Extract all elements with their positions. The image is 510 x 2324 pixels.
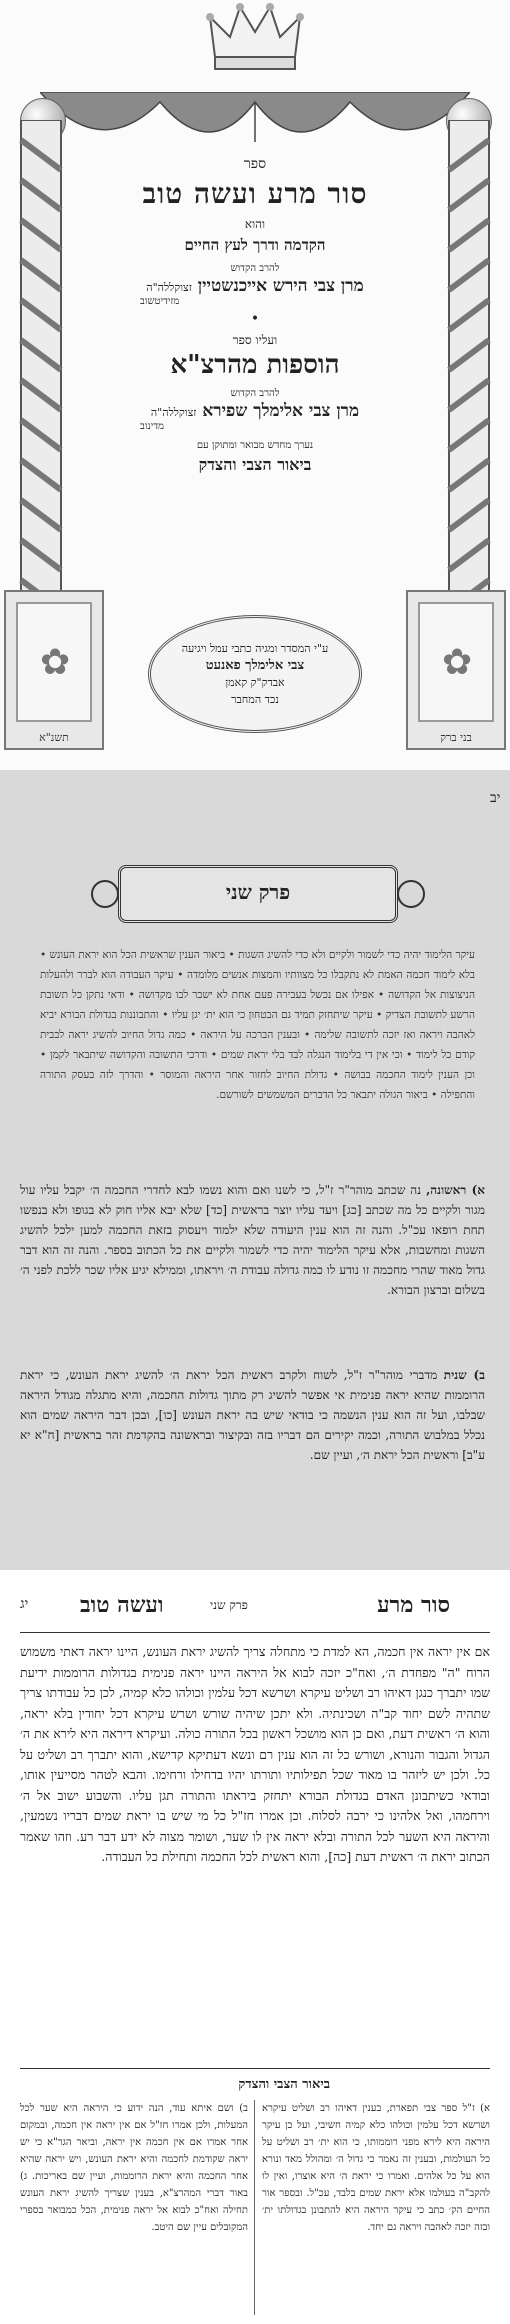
oval-line: אבדק"ק קאמן — [225, 676, 285, 689]
paragraph-b — [20, 1365, 485, 1465]
author2-line — [100, 401, 410, 421]
author2-suffix: זצוקללה"ה — [150, 406, 197, 419]
running-header — [20, 1592, 490, 1622]
book-subtitle: הקדמה ודרך לעץ החיים — [184, 236, 326, 254]
added-label: ועליו ספר — [232, 333, 278, 347]
chapter-summary: עיקר הלימוד יהיה כדי לשמור ולקיים ולא כדי להשיג השגות • ביאור הענין שראשית הכל הוא יראת העונש • בלא לימוד חכמה האמת לא נתקבלו כל מצוותיו והמצות אנשים מלומדה • עיקר העבודה הוא לברר ולהעלות הניצוצות אל הקדושה • אפילו אם נכשל בעבירה פעם אחת לא ישבר לבו מקדושה • ודאי נתקן כל תשובת הרשע לתשובת הצדיק • עיקר שיתחזק תמיד גם הבטחון כי הוא ית׳ יגן עליו • והתבוננות בגדולת הבורא יביא לאהבה ויראה ואז יזכה לתשובה שלימה • ובענין הברכה על היראה • כמה גדול החיוב להשיג יראה לבבית קודם כל לימוד • וכי אין די בלימוד הנגלה לבד בלי יראת שמים • ודרכי התשובה והקדושה שיתבאר לקמן • וכן הענין לימוד החכמה בבושה • גדולת החיוב לחזור אחר היראה והמוסר • והדרך לזה בעסק התורה והתפילה • ביאור הגולה יתבאר כל הדברים המשמשים לשורשם. — [40, 949, 475, 1101]
header-right-title: ועשה טוב — [80, 1592, 164, 1618]
author-suffix: זצוקללה"ה — [146, 281, 192, 294]
chapter-title: פרק שני — [225, 880, 291, 904]
author2-prefix: להרב הקדוש — [230, 388, 280, 399]
header-chapter: פרק שני — [210, 1598, 248, 1612]
second-title: הוספות מהרצ"א — [170, 350, 340, 380]
author-name: מרן צבי הירש אייכנשטיין — [197, 276, 364, 296]
author2-place: מדינוב — [140, 421, 164, 432]
page-number: יב — [490, 790, 501, 806]
column-divider — [254, 2100, 255, 2315]
main-text: אם אין יראה אין חכמה, הא למדת כי מתחלה צריך להשיג יראת העונש, היינו יראה דאתי משמוש הרוח "ה" מפחדת ה׳, ואח"כ יזכה לבוא אל היראה היינו יראה פנימית בגדולות הרוממות ידיעת שמו יתברך כנגן דאיהו רב ושליט עיקרא ושרשא דכל עלמין וכולהו כלא קמיה, לכן כל עבודתו צריך שתהיה לשם יחוד קב"ה ושכינתיה. ולא יתכן שיהיה שורש ושרש עיקרא דכל יחודין בלא יראה, והוא ה׳ ראשית דעת, ואם כן הוא מושכל ראשון בכל התורה כולה. ועיקרא דיראה היא לירא את ה׳ הגדול והגבור והנורא, ושורש כל זה הוא ענין רם ונשא דעתיקא קדישא, והוא יתברך רב ושליט על כל. ולכן יש ליזהר בו מאוד שכל תפילותיו ותורתו יהיו בדחילו ורחימו. והבא לטהר מסייעין אותו, ובודאי כשיתבונן האדם בגדולת הבורא יתחזק ביראתו והתורה תגן עליו. והשבוע ישוב אל ה׳ וירחמהו, ואל אלהינו כי ירבה לסלוח. וכן אמרו חז"ל כל מי שיש בו יראת שמים דבריו נשמעין, והיראה היא השער לכל התורה ובלא יראה אין לו שער, ושומר מצוה לא ידע דבר רע. וזהו שאמר הכתוב יראת ה׳ ראשית דעת [כה], והוא ראשית לכל החכמה ותחילת כל העבודה. — [20, 1644, 490, 1864]
flower-ornament-icon: ✿ — [442, 642, 473, 683]
header-rule — [20, 1632, 490, 1633]
page-number: יג — [20, 1596, 29, 1612]
publisher-oval — [148, 615, 362, 733]
page-two — [0, 770, 510, 1570]
paragraph-b-text: מדברי מוהר"ר ז"ל, לשוח ולקרב ראשית הכל יראת ה׳ להשיג יראת העונש, כי יראת הרוממות שהיא יראה פנימית אי אפשר להשיג רק מתוך גדולות החכמה, והיא מתגלה מגודל היראה שבלבו, ועל זה הוא ענין הנשמה כי בודאי שיש בה יראת העונש [כו], ובכן דבר היראה שמים הוא נכלל במלבוש התורה, וכמה יקירים הם דבריו בזה ובקיצור ובראשונה בהקדמת זהר בראשית [ח"א יא ע"ב] וראשית הכל יראת ה׳, ועיין שם. — [20, 1368, 485, 1462]
pedestal-year-label: תשנ"א — [39, 731, 69, 744]
paragraph-a — [20, 1180, 485, 1300]
pedestal-place-label: בני ברק — [440, 731, 472, 744]
paragraph-b-lead: ב) שנית — [443, 1368, 485, 1382]
flower-ornament-icon: ✿ — [40, 642, 71, 683]
oval-line: נכד המחבר — [231, 693, 279, 706]
commentary-column-left: ב) ושם איתא עוד, הנה ידוע כי היראה היא שער לכל המעלות, ולכן אמרו חז"ל אם אין יראה אין חכמה, ובמקום אחר אמרו אם אין חכמה אין יראה, וביאר הגר"א כי יש יראה שקודמת לחכמה והיא יראת העונש, ויש יראה שהיא אחר החכמה והיא יראת הרוממות, ועיין שם באריכות. ג) באור דברי המהרצ"א, בענין שצריך להשיג יראת העונש תחילה ואח"כ לבוא אל יראה פנימית, הכל כמבואר בספרי המקובלים עיין שם היטב. — [20, 2103, 248, 2233]
author-line — [100, 276, 410, 296]
pedestal-left — [4, 590, 104, 750]
sefer-label: ספר — [243, 156, 267, 172]
header-left-title: סור מרע — [377, 1592, 450, 1618]
twisted-pillar-left — [18, 120, 64, 640]
paragraph-a-text: נה שכתב מוהר"ר ז"ל, כי לשנו ואם והוא נשמו לבא לחדרי החכמה ה׳ יקבל עליו עול מגור ולקיים כל מה שכתב [כג] ויעד עליו יוצר בראשית [כד] שלא יבא אליו חוק לא בגופו ולא בנפשו תחת רופאו עכ"ל. והנה זה הוא ענין היעודה שלא ילמוד ויעסוק בזאת החכמה למען ילכל להשיג השגות ומחשבות, אלא עיקר הלימוד יהיה כדי לשמור ולקיים את כל הכתוב בספר. והנה זה הוא דבר גדול מאוד שהרי מחכמה זו נודע לו כמה גדולה עבודת ה׳ ויראתו, וממילא יגיע אליו שכר ללכת לפני ה׳ בשלום וברצון הבורא. — [20, 1183, 485, 1297]
commentary-rule — [20, 2068, 490, 2069]
oval-line: צבי אלימלך פאנעט — [205, 658, 305, 673]
crown-ornament — [205, 2, 305, 72]
vehu-label: והוא — [244, 217, 266, 231]
commentary-heading: ביאור הצבי והצדק — [238, 2077, 330, 2092]
author2-name: מרן צבי אלימלך שפירא — [202, 401, 360, 421]
chapter-title-frame — [118, 865, 398, 923]
author-place: מזידיטשוב — [140, 296, 180, 307]
book-title: סור מרע ועשה טוב — [142, 177, 368, 210]
edition-note: נערך מחדש מבואר ומתוקן עם — [196, 440, 314, 451]
title-page — [0, 0, 510, 770]
title-block — [100, 150, 410, 475]
paragraph-a-lead: א) ראשונה, — [426, 1183, 485, 1197]
pedestal-right — [406, 590, 506, 750]
twisted-pillar-right — [446, 120, 492, 640]
author-prefix: להרב הקדוש — [230, 263, 280, 274]
separator-dot: • — [250, 311, 260, 327]
commentary-title: ביאור הצבי והצדק — [198, 455, 312, 474]
page-three — [0, 1570, 510, 2324]
oval-line: ע"י המסדר ומגיה כתבי עמל ויגיעה — [181, 642, 329, 655]
commentary-column-right: א) ז"ל ספר צבי תפארת, בענין דאיהו רב ושליט עיקרא ושרשא דכל עלמין וכולהו כלא קמיה חשיבי, ועל כן עיקר היראה היא לירא מפני רוממותו, כי הוא ית׳ רב ושליט על כל העולמות, ובענין זה נאמר כי גדול ה׳ ומהולל מאד ונורא הוא על כל אלהים. ואמרו כי יראת ה׳ היא אוצרו, ואין לו להקב"ה בעולמו אלא יראת שמים בלבד, עכ"ל. ובספר אור החיים הק׳ כתב כי עיקר היראה היא להתבונן בגדולתו ית׳ ובזה יזכה לאהבה ויראה גם יחד. — [262, 2103, 490, 2233]
